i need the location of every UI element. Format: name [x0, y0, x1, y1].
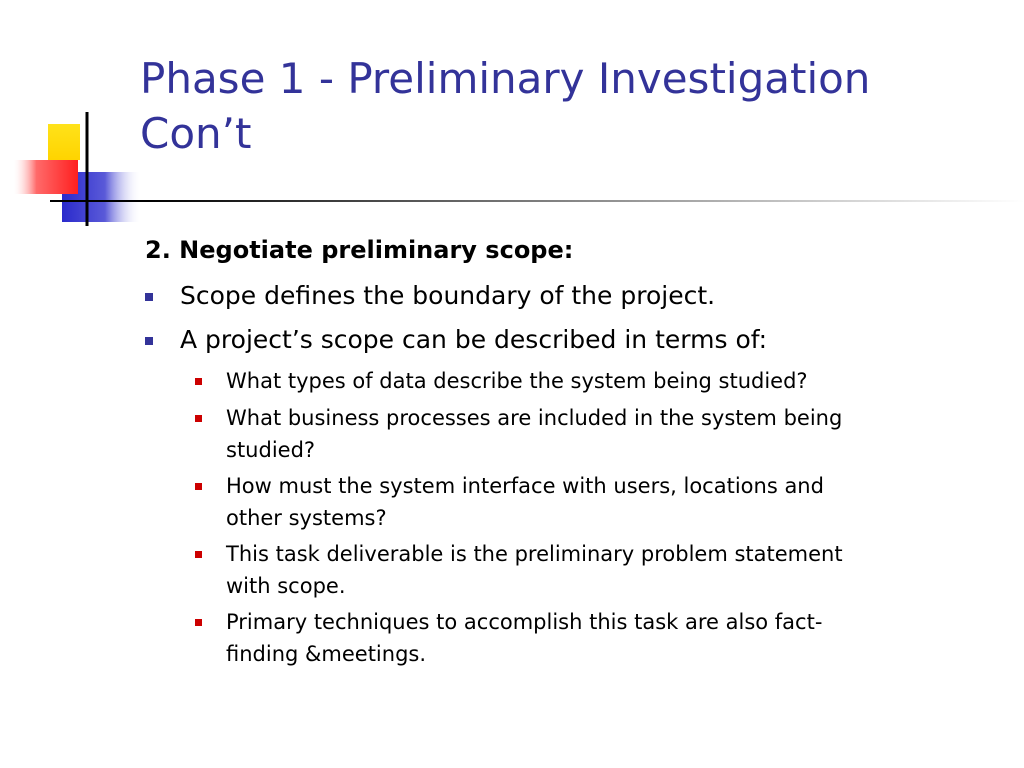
sub-bullet-item — [195, 470, 975, 534]
sub-bullet-item — [195, 402, 975, 466]
sub-bullet-text-line-2: other systems? — [226, 506, 387, 530]
sub-bullet-text-line-2: finding &meetings. — [226, 642, 427, 666]
square-bullet-icon — [145, 293, 153, 301]
square-sub-bullet-icon — [195, 619, 202, 626]
sub-bullet-text-line-1: Primary techniques to accomplish this task are also fact- — [226, 610, 823, 634]
sub-bullet-item — [195, 538, 975, 602]
sub-bullet-item — [195, 365, 975, 397]
sub-bullet-text-line-1: What types of data describe the system being studied? — [226, 369, 808, 393]
square-sub-bullet-icon — [195, 415, 202, 422]
sub-bullet-text-line-2: with scope. — [226, 574, 346, 598]
sub-bullet-text-line-1: This task deliverable is the preliminary problem statement — [226, 542, 843, 566]
section-heading: 2. Negotiate preliminary scope: — [145, 236, 574, 264]
sub-bullet-text-line-1: How must the system interface with users, locations and — [226, 474, 824, 498]
slide-title-line-2: Con’t — [140, 109, 252, 158]
square-sub-bullet-icon — [195, 378, 202, 385]
sub-bullet-text-line-2: studied? — [226, 438, 316, 462]
square-sub-bullet-icon — [195, 551, 202, 558]
bullet-text: A project’s scope can be described in terms of: — [180, 325, 768, 354]
sub-bullet-item — [195, 606, 975, 670]
bullet-text: Scope defines the boundary of the project. — [180, 281, 716, 310]
square-bullet-icon — [145, 337, 153, 345]
square-sub-bullet-icon — [195, 483, 202, 490]
slide-title-line-1: Phase 1 - Preliminary Investigation — [140, 54, 871, 103]
sub-bullet-text-line-1: What business processes are included in the system being — [226, 406, 843, 430]
